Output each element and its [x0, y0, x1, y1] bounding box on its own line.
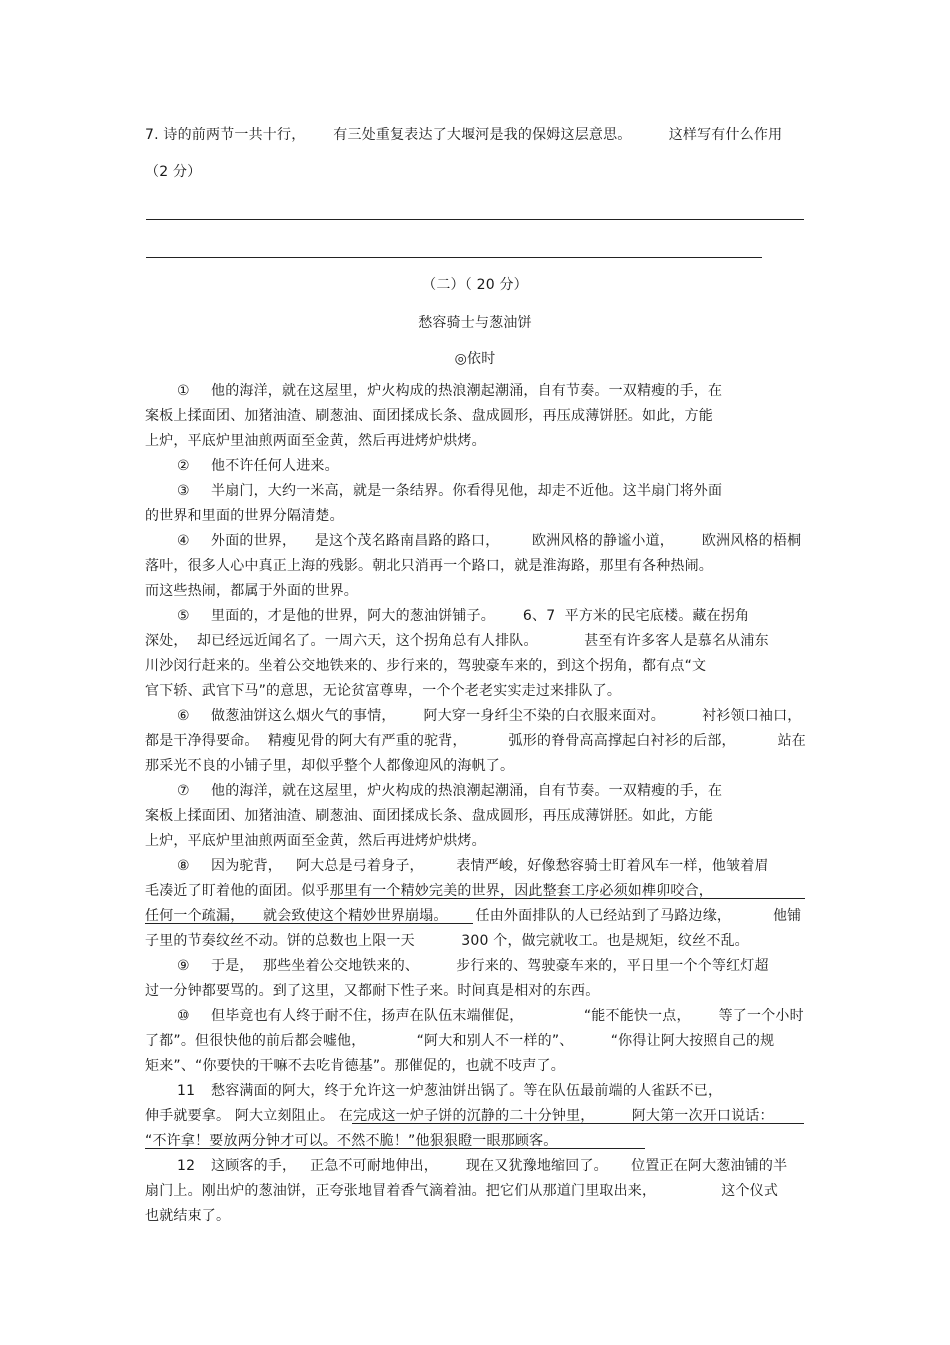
paragraph-number: ③: [177, 483, 190, 499]
paragraph-number: ④: [177, 533, 190, 549]
paragraph-line: 深处， 却已经远近闻名了。一周六天，这个拐角总有人排队。 甚至有许多客人是慕名从浦东: [145, 633, 769, 649]
paragraph-line: 都是干净得要命。 精瘦见骨的阿大有严重的驼背， 弧形的脊骨高高撑起白衬衫的后部， 站在: [145, 733, 807, 749]
paragraph-line: 而这些热闹，都属于外面的世界。: [145, 583, 358, 599]
paragraph-line: 扇门上。刚出炉的葱油饼，正夸张地冒着香气滴着油。把它们从那道门里取出来， 这个仪式: [145, 1183, 779, 1199]
paragraph-line: 伸手就要拿。 阿大立刻阻止。 在完成这一炉子饼的沉静的二十分钟里， 阿大第一次开口说话：: [145, 1108, 774, 1124]
paragraph-number: ①: [177, 383, 190, 399]
paragraph-line: 也就结束了。: [145, 1208, 231, 1224]
paragraph-line: 那采光不良的小铺子里，却似乎整个人都像迎风的海帆了。: [145, 758, 515, 774]
paragraph-line: 做葱油饼这么烟火气的事情， 阿大穿一身纤尘不染的白衣服来面对。 衬衫领口袖口，: [211, 708, 802, 724]
paragraph-line: 过一分钟都要骂的。到了这里，又都耐下性子来。时间真是相对的东西。: [145, 983, 600, 999]
paragraph-number: ⑦: [177, 783, 190, 799]
answer-line-1[interactable]: [146, 219, 804, 220]
paragraph-line: 的世界和里面的世界分隔清楚。: [145, 508, 344, 524]
paragraph-line: 了都”。但很快他的前后都会嘘他， “阿大和别人不一样的”、 “你得让阿大按照自己的规: [145, 1033, 775, 1049]
question-7-text: 7. 诗的前两节一共十行， 有三处重复表达了大堰河是我的保姆这层意思。 这样写有什么作用: [145, 127, 783, 143]
paragraph-number: ⑥: [177, 708, 190, 724]
paragraph-line: “不许拿！要放两分钟才可以。不然不脆！”他狠狠瞪一眼那顾客。: [145, 1133, 558, 1149]
paragraph-line: 这顾客的手， 正急不可耐地伸出， 现在又犹豫地缩回了。 位置正在阿大葱油铺的半: [211, 1158, 788, 1174]
paragraph-line: 案板上揉面团、加猪油渣、刷葱油、面团揉成长条、盘成圆形，再压成薄饼胚。如此，方能: [145, 808, 713, 824]
paragraph-line: 他的海洋，就在这屋里，炉火构成的热浪潮起潮涌，自有节奏。一双精瘦的手，在: [211, 783, 723, 799]
paragraph-line: 子里的节奏纹丝不动。饼的总数也上限一天 300 个，做完就收工。也是规矩，纹丝不乱。: [145, 933, 749, 949]
paragraph-number: ⑧: [177, 858, 190, 874]
underline-mark: [330, 898, 805, 899]
question-7-score: （2 分）: [145, 164, 202, 180]
paragraph-line: 川沙闵行赶来的。坐着公交地铁来的、步行来的，驾驶豪车来的，到这个拐角，都有点“文: [145, 658, 707, 674]
article-author: ◎依时: [454, 351, 496, 367]
paragraph-line: 半扇门，大约一米高，就是一条结界。你看得见他，却走不近他。这半扇门将外面: [211, 483, 723, 499]
paragraph-line: 外面的世界， 是这个茂名路南昌路的路口， 欧洲风格的静谧小道， 欧洲风格的梧桐: [211, 533, 802, 549]
paragraph-line: 愁容满面的阿大，终于允许这一炉葱油饼出锅了。等在队伍最前端的人雀跃不已，: [211, 1083, 723, 1099]
paragraph-line: 上炉，平底炉里油煎两面至金黄，然后再进烤炉烘烤。: [145, 433, 486, 449]
paragraph-number: 12: [177, 1158, 196, 1174]
paragraph-line: 毛凑近了盯着他的面团。似乎那里有一个精妙完美的世界，因此整套工序必须如榫卯咬合，: [145, 883, 713, 899]
paragraph-line: 案板上揉面团、加猪油渣、刷葱油、面团揉成长条、盘成圆形，再压成薄饼胚。如此，方能: [145, 408, 713, 424]
underline-mark: [352, 1123, 804, 1124]
paragraph-number: ⑩: [177, 1008, 190, 1024]
paragraph-line: 他的海洋，就在这屋里，炉火构成的热浪潮起潮涌，自有节奏。一双精瘦的手，在: [211, 383, 723, 399]
article-title: 愁容骑士与葱油饼: [418, 315, 532, 331]
paragraph-number: ②: [177, 458, 190, 474]
paragraph-number: 11: [177, 1083, 196, 1099]
paragraph-line: 矩来”、“你要快的干嘛不去吃肯德基”。那催促的，也就不吱声了。: [145, 1058, 565, 1074]
paragraph-line: 里面的，才是他的世界，阿大的葱油饼铺子。 6、7 平方米的民宅底楼。藏在拐角: [211, 608, 750, 624]
paragraph-line: 上炉，平底炉里油煎两面至金黄，然后再进烤炉烘烤。: [145, 833, 486, 849]
paragraph-line: 他不许任何人进来。: [211, 458, 339, 474]
section-header: （二）（ 20 分）: [422, 277, 528, 293]
paragraph-line: 因为驼背， 阿大总是弓着身子， 表情严峻，好像愁容骑士盯着风车一样，他皱着眉: [211, 858, 769, 874]
answer-line-2[interactable]: [146, 257, 762, 258]
paragraph-line: 但毕竟也有人终于耐不住，扬声在队伍末端催促， “能不能快一点， 等了一个小时: [211, 1008, 804, 1024]
paragraph-line: 落叶，很多人心中真正上海的残影。朝北只消再一个路口，就是淮海路，那里有各种热闹。: [145, 558, 713, 574]
paragraph-line: 官下轿、武官下马”的意思，无论贫富尊卑，一个个老老实实走过来排队了。: [145, 683, 622, 699]
paragraph-line: 任何一个疏漏， 就会致使这个精妙世界崩塌。 任由外面排队的人已经站到了马路边缘， 他铺: [145, 908, 802, 924]
underline-mark: [145, 1148, 645, 1149]
paragraph-line: 于是， 那些坐着公交地铁来的、 步行来的、驾驶豪车来的，平日里一个个等红灯超: [211, 958, 769, 974]
paragraph-number: ⑤: [177, 608, 190, 624]
paragraph-number: ⑨: [177, 958, 190, 974]
underline-mark: [145, 923, 473, 924]
